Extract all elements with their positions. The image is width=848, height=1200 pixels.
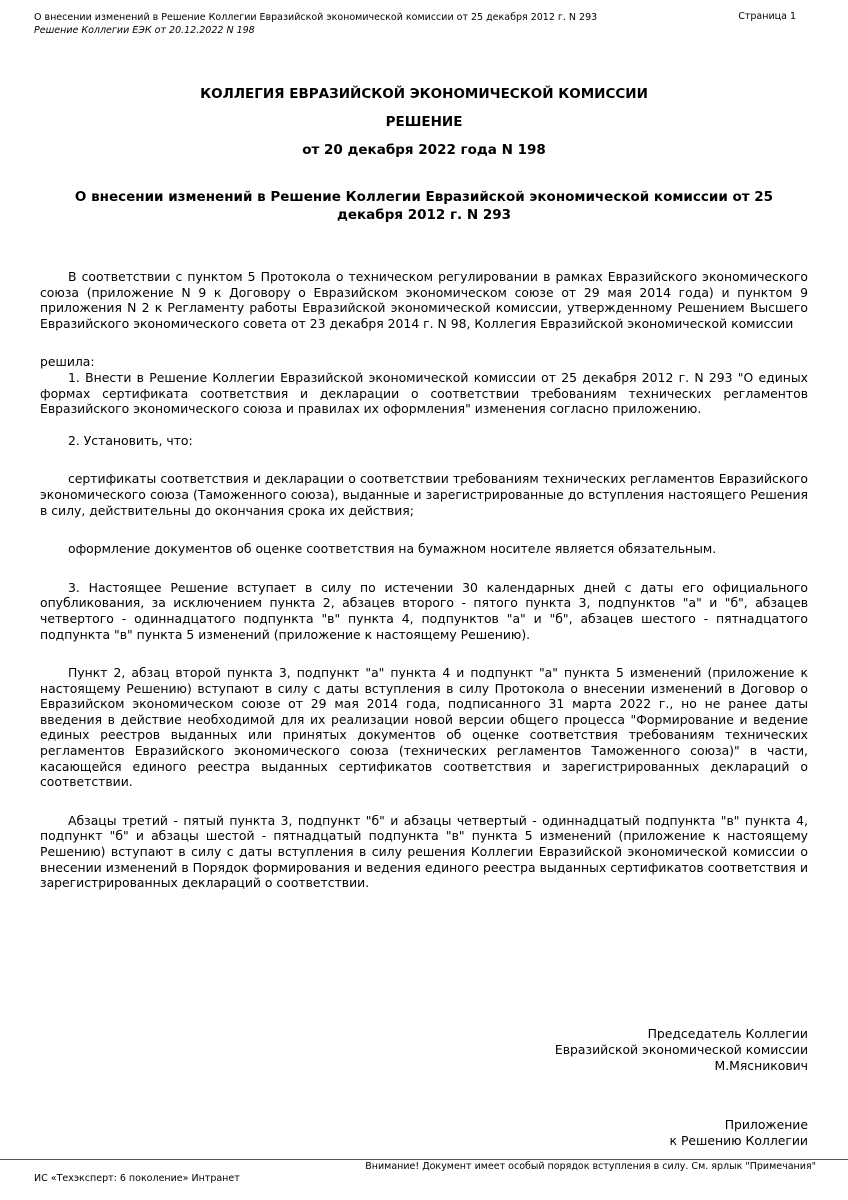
footer-notice: Внимание! Документ имеет особый порядок вступления в силу. См. ярлык "Примечания"	[365, 1161, 816, 1172]
paragraph-2: 2. Установить, что:	[68, 432, 193, 448]
page-number: Страница 1	[738, 11, 796, 22]
document-date: от 20 декабря 2022 года N 198	[302, 142, 546, 158]
paragraph-3: 3. Настоящее Решение вступает в силу по истечении 30 календарных дней с даты его официального опубликования, за исключением пункта 2, абзацев второго - пятого пункта 3, подпунктов "а" и "б", абзацев четвертого - одиннадцатого подпункта "в" пункта 4, подпунктов "а" и "б", абзацев шестого - пятнадцатого подпункта "в" пункта 5 изменений (приложение к настоящему Решению).	[40, 579, 808, 642]
signature-line-2: Евразийской экономической комиссии	[554, 1042, 808, 1057]
paragraph-4: Пункт 2, абзац второй пункта 3, подпункт "а" пункта 4 и подпункт "а" пункта 5 изменений (приложение к настоящему Решению) вступают в силу с даты вступления в силу Протокола о внесении изменений в Договор о Евразийском экономическом союзе от 29 мая 2014 года, подписанного 31 марта 2022 г., но не ранее даты введения в действие необходимой для их реализации новой версии общего процесса "Формирование и ведение единых реестров выданных или принятых документов об оценке соответствия требованиям технических регламентов Евразийского экономического союза (технических регламентов Таможенного союза)" в части, касающейся единого реестра выданных сертификатов соответствия и зарегистрированных деклараций о соответствии.	[40, 665, 808, 790]
appendix-reference	[670, 1117, 808, 1149]
paragraph-1: 1. Внести в Решение Коллегии Евразийской экономической комиссии от 25 декабря 2012 г. N 293 "О единых формах сертификата соответствия и декларации о соответствии требованиям технических регламентов Евразийского экономического союза и правилах их оформления" изменения согласно приложению.	[40, 369, 808, 417]
paragraph-2b: оформление документов об оценке соответствия на бумажном носителе является обязательным.	[68, 541, 717, 557]
document-kind: РЕШЕНИЕ	[385, 114, 463, 130]
organization-title: КОЛЛЕГИЯ ЕВРАЗИЙСКОЙ ЭКОНОМИЧЕСКОЙ КОМИССИИ	[200, 86, 648, 102]
header-doc-title: О внесении изменений в Решение Коллегии Евразийской экономической комиссии от 25 декабря 2012 г. N 293	[34, 12, 598, 23]
preamble-paragraph: В соответствии с пунктом 5 Протокола о техническом регулировании в рамках Евразийского экономического союза (приложение N 9 к Договору о Евразийском экономическом союзе от 29 мая 2014 года) и пунктом 9 приложения N 2 к Регламенту работы Евразийской экономической комиссии, утвержденному Решением Высшего Евразийского экономического совета от 23 декабря 2014 г. N 98, Коллегия Евразийской экономической комиссии	[40, 269, 808, 331]
document-body	[40, 269, 808, 891]
paragraph-2a: сертификаты соответствия и декларации о соответствии требованиям технических регламентов Евразийского экономического союза (Таможенного союза), выданные и зарегистрированные до вступления настоящего Решения в силу, действительны до окончания срока их действия;	[40, 471, 808, 518]
signature-block	[555, 1026, 808, 1074]
document-header	[34, 11, 597, 37]
appendix-line-2: к Решению Коллегии	[669, 1133, 808, 1148]
appendix-line-1: Приложение	[724, 1117, 808, 1132]
signatory-name: М.Мясникович	[714, 1058, 808, 1073]
resolved-label: решила:	[40, 354, 95, 370]
signature-line-1: Председатель Коллегии	[647, 1026, 808, 1041]
document-subject: О внесении изменений в Решение Коллегии Евразийской экономической комиссии от 25 декабря 2012 г. N 293	[74, 189, 774, 223]
footer-source: ИС «Техэксперт: 6 поколение» Интранет	[34, 1173, 240, 1184]
paragraph-5: Абзацы третий - пятый пункта 3, подпункт "б" и абзацы четвертый - одиннадцатый подпункта "в" пункта 4, подпункт "б" и абзацы шестой - пятнадцатый подпункта "в" пункта 5 изменений (приложение к настоящему Решению) вступают в силу с даты вступления в силу решения Коллегии Евразийской экономической комиссии о внесении изменений в Порядок формирования и ведения единого реестра выданных сертификатов соответствия и зарегистрированных деклараций о соответствии.	[40, 812, 808, 891]
footer-divider	[0, 1159, 848, 1160]
header-doc-ref: Решение Коллегии ЕЭК от 20.12.2022 N 198	[34, 25, 255, 36]
